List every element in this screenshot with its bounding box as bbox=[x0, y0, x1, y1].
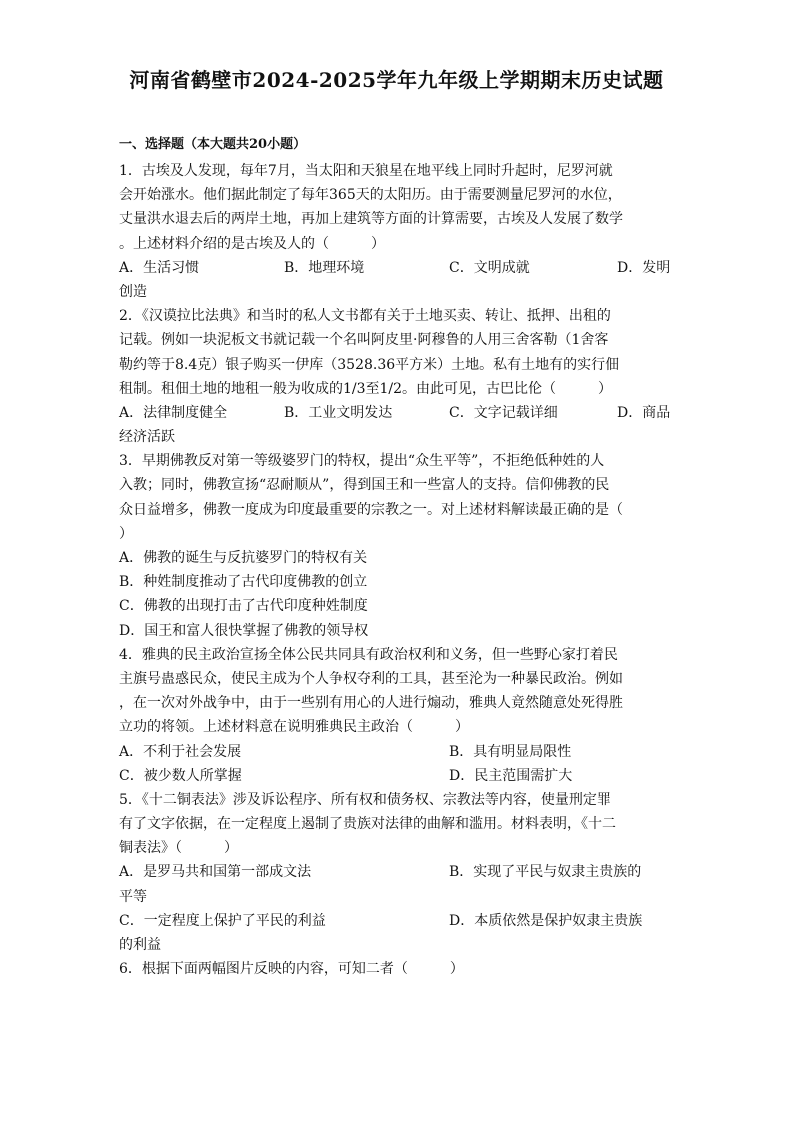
question-text-line: 勒约等于8.4克）银子购买一伊库（3528.36平方米）土地。私有土地有的实行佃 bbox=[119, 356, 620, 373]
option-b: B．具有明显局限性 bbox=[449, 743, 572, 760]
option-d-continued: 经济活跃 bbox=[119, 429, 175, 446]
option-row bbox=[119, 256, 677, 280]
question-text-line: 铜表法》（ ） bbox=[119, 840, 238, 857]
option-d: D．发明 bbox=[617, 259, 671, 276]
question-text-line: 会开始涨水。他们据此制定了每年365天的太阳历。由于需要测量尼罗河的水位， bbox=[119, 187, 622, 204]
question-text-line: 众日益增多，佛教一度成为印度最重要的宗教之一。对上述材料解读最正确的是（ bbox=[119, 501, 623, 518]
option-b: B．种姓制度推动了古代印度佛教的创立 bbox=[119, 574, 368, 591]
question-2 bbox=[119, 304, 677, 449]
question-4 bbox=[119, 643, 677, 788]
question-6 bbox=[119, 957, 677, 981]
option-a: A．是罗马共和国第一部成文法 bbox=[119, 864, 312, 881]
option-a: A．生活习惯 bbox=[119, 259, 200, 276]
question-text-line: 有了文字依据，在一定程度上遏制了贵族对法律的曲解和滥用。材料表明，《十二 bbox=[119, 816, 616, 833]
option-d: D．本质依然是保护奴隶主贵族 bbox=[449, 912, 643, 929]
option-c: C．被少数人所掌握 bbox=[119, 767, 242, 784]
questions bbox=[119, 159, 677, 981]
page-title: 河南省鹤壁市2024-2025学年九年级上学期期末历史试题 bbox=[129, 68, 664, 92]
option-c: C．文明成就 bbox=[449, 259, 530, 276]
option-row bbox=[119, 909, 677, 933]
option-b: B．地理环境 bbox=[284, 259, 365, 276]
question-text-line: 立功的将领。上述材料意在说明雅典民主政治（ ） bbox=[119, 719, 469, 736]
option-d: D．民主范围需扩大 bbox=[449, 767, 573, 784]
question-text-line: 丈量洪水退去后的两岸土地，再加上建筑等方面的计算需要，古埃及人发展了数学 bbox=[119, 211, 623, 228]
option-a: A．佛教的诞生与反抗婆罗门的特权有关 bbox=[119, 550, 368, 566]
question-text-line: 主旗号蛊惑民众，使民主成为个人争权夺利的工具，甚至沦为一种暴民政治。例如 bbox=[119, 670, 623, 687]
option-b: B．实现了平民与奴隶主贵族的 bbox=[449, 864, 642, 881]
option-row bbox=[119, 401, 677, 425]
question-text-line: 。上述材料介绍的是古埃及人的（ ） bbox=[119, 235, 385, 252]
option-a: A．法律制度健全 bbox=[119, 404, 228, 421]
question-text-line: 6．根据下面两幅图片反映的内容，可知二者（ ） bbox=[119, 961, 464, 978]
option-b-continued: 平等 bbox=[119, 888, 147, 905]
question-text-line: 5．《十二铜表法》涉及诉讼程序、所有权和债务权、宗教法等内容，使量刑定罪 bbox=[119, 791, 611, 808]
question-text-line: ） bbox=[119, 525, 133, 542]
question-3 bbox=[119, 449, 677, 643]
option-c: C．佛教的出现打击了古代印度种姓制度 bbox=[119, 598, 368, 615]
option-c: C．一定程度上保护了平民的利益 bbox=[119, 912, 326, 929]
section-heading: 一、选择题（本大题共20小题） bbox=[119, 137, 307, 152]
question-text-line: ，在一次对外战争中，由于一些别有用心的人进行煽动，雅典人竟然随意处死得胜 bbox=[119, 695, 623, 712]
option-b: B．工业文明发达 bbox=[284, 404, 393, 421]
option-c: C．文字记载详细 bbox=[449, 404, 558, 421]
question-text-line: 4．雅典的民主政治宣扬全体公民共同具有政治权利和义务，但一些野心家打着民 bbox=[119, 646, 618, 663]
option-d-continued: 创造 bbox=[119, 283, 147, 300]
option-row bbox=[119, 740, 677, 764]
question-text-line: 入教；同时，佛教宣扬“忍耐顺从”，得到国王和一些富人的支持。信仰佛教的民 bbox=[119, 477, 610, 494]
question-1 bbox=[119, 159, 677, 304]
question-text-line: 1．古埃及人发现，每年7月，当太阳和天狼星在地平线上同时升起时，尼罗河就 bbox=[119, 163, 613, 179]
question-text-line: 3．早期佛教反对第一等级婆罗门的特权，提出“众生平等”，不拒绝低种姓的人 bbox=[119, 453, 605, 470]
option-d: D．国王和富人很快掌握了佛教的领导权 bbox=[119, 622, 369, 639]
question-text-line: 2．《汉谟拉比法典》和当时的私人文书都有关于土地买卖、转让、抵押、出租的 bbox=[119, 308, 611, 325]
option-row bbox=[119, 860, 677, 884]
question-text-line: 租制。租佃土地的地租一般为收成的1/3至1/2。由此可见，古巴比伦（ ） bbox=[119, 380, 613, 397]
option-a: A．不利于社会发展 bbox=[119, 743, 242, 760]
option-d-continued: 的利益 bbox=[119, 937, 161, 953]
question-text-line: 记载。例如一块泥板文书就记载一个名叫阿皮里·阿穆鲁的人用三舍客勒（1舍客 bbox=[119, 332, 609, 349]
option-row bbox=[119, 764, 677, 788]
question-5 bbox=[119, 788, 677, 957]
option-d: D．商品 bbox=[617, 404, 671, 421]
